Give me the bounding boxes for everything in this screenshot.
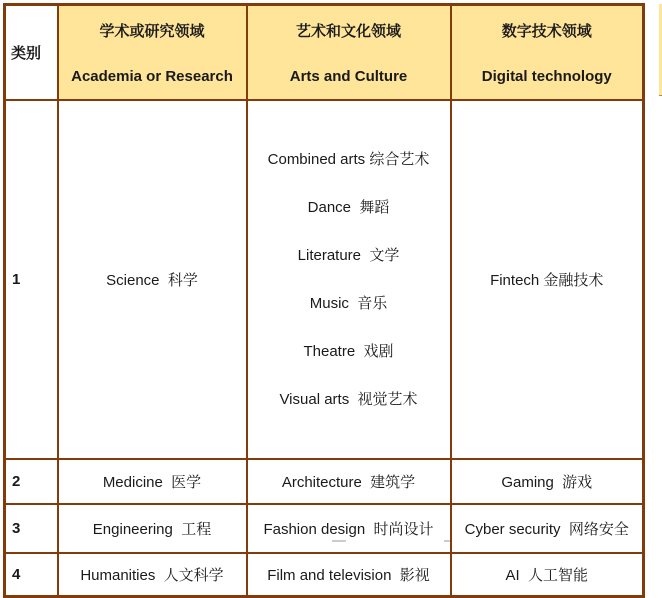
row-4-arts: Film and television 影视 [247,553,451,596]
table-row-2 [5,459,644,504]
table-row-4 [5,553,644,596]
row-4-number: 4 [5,553,58,596]
arts-item-theatre: Theatre 戏剧 [303,342,394,360]
arts-item-music: Music 音乐 [309,294,388,312]
row-1-arts [247,100,451,459]
row-2-number: 2 [5,459,58,504]
header-arts-cell [247,5,451,101]
row-4-digital: AI 人工智能 [451,553,644,596]
table-header-row [5,5,644,101]
artifact-mark [332,540,346,542]
header-digital-stack [452,6,643,99]
row-2-digital: Gaming 游戏 [451,459,644,504]
artifact-mark [444,540,450,542]
arts-item-literature: Literature 文学 [297,246,400,264]
arts-item-combined-arts: Combined arts 综合艺术 [267,150,430,168]
row-2-academia: Medicine 医学 [58,459,247,504]
row-1-number: 1 [5,100,58,459]
header-arts-stack [248,6,450,99]
table-row-3 [5,504,644,553]
header-arts-en: Arts and Culture [289,68,408,85]
header-arts-zh: 艺术和文化领域 [295,23,401,40]
row-3-arts: Fashion design 时尚设计 [247,504,451,553]
arts-item-dance: Dance 舞蹈 [307,198,390,216]
header-academia-en: Academia or Research [71,68,233,85]
row-3-digital: Cyber security 网络安全 [451,504,644,553]
row-4-academia: Humanities 人文科学 [58,553,247,596]
header-academia-cell [58,5,247,101]
row-1-digital: Fintech 金融技术 [451,100,644,459]
row-1-academia: Science 科学 [58,100,247,459]
header-category-cell: 类别 [5,5,58,101]
row-1-arts-list [248,135,450,424]
header-academia-zh: 学术或研究领域 [99,23,205,40]
row-2-arts: Architecture 建筑学 [247,459,451,504]
header-digital-cell [451,5,644,101]
row-3-academia: Engineering 工程 [58,504,247,553]
header-digital-zh: 数字技术领域 [501,23,592,40]
arts-item-visual-arts: Visual arts 视觉艺术 [279,390,418,408]
header-academia-stack [59,6,246,99]
header-digital-en: Digital technology [481,68,612,85]
categories-table [3,3,645,598]
row-3-number: 3 [5,504,58,553]
table-row-1 [5,100,644,459]
